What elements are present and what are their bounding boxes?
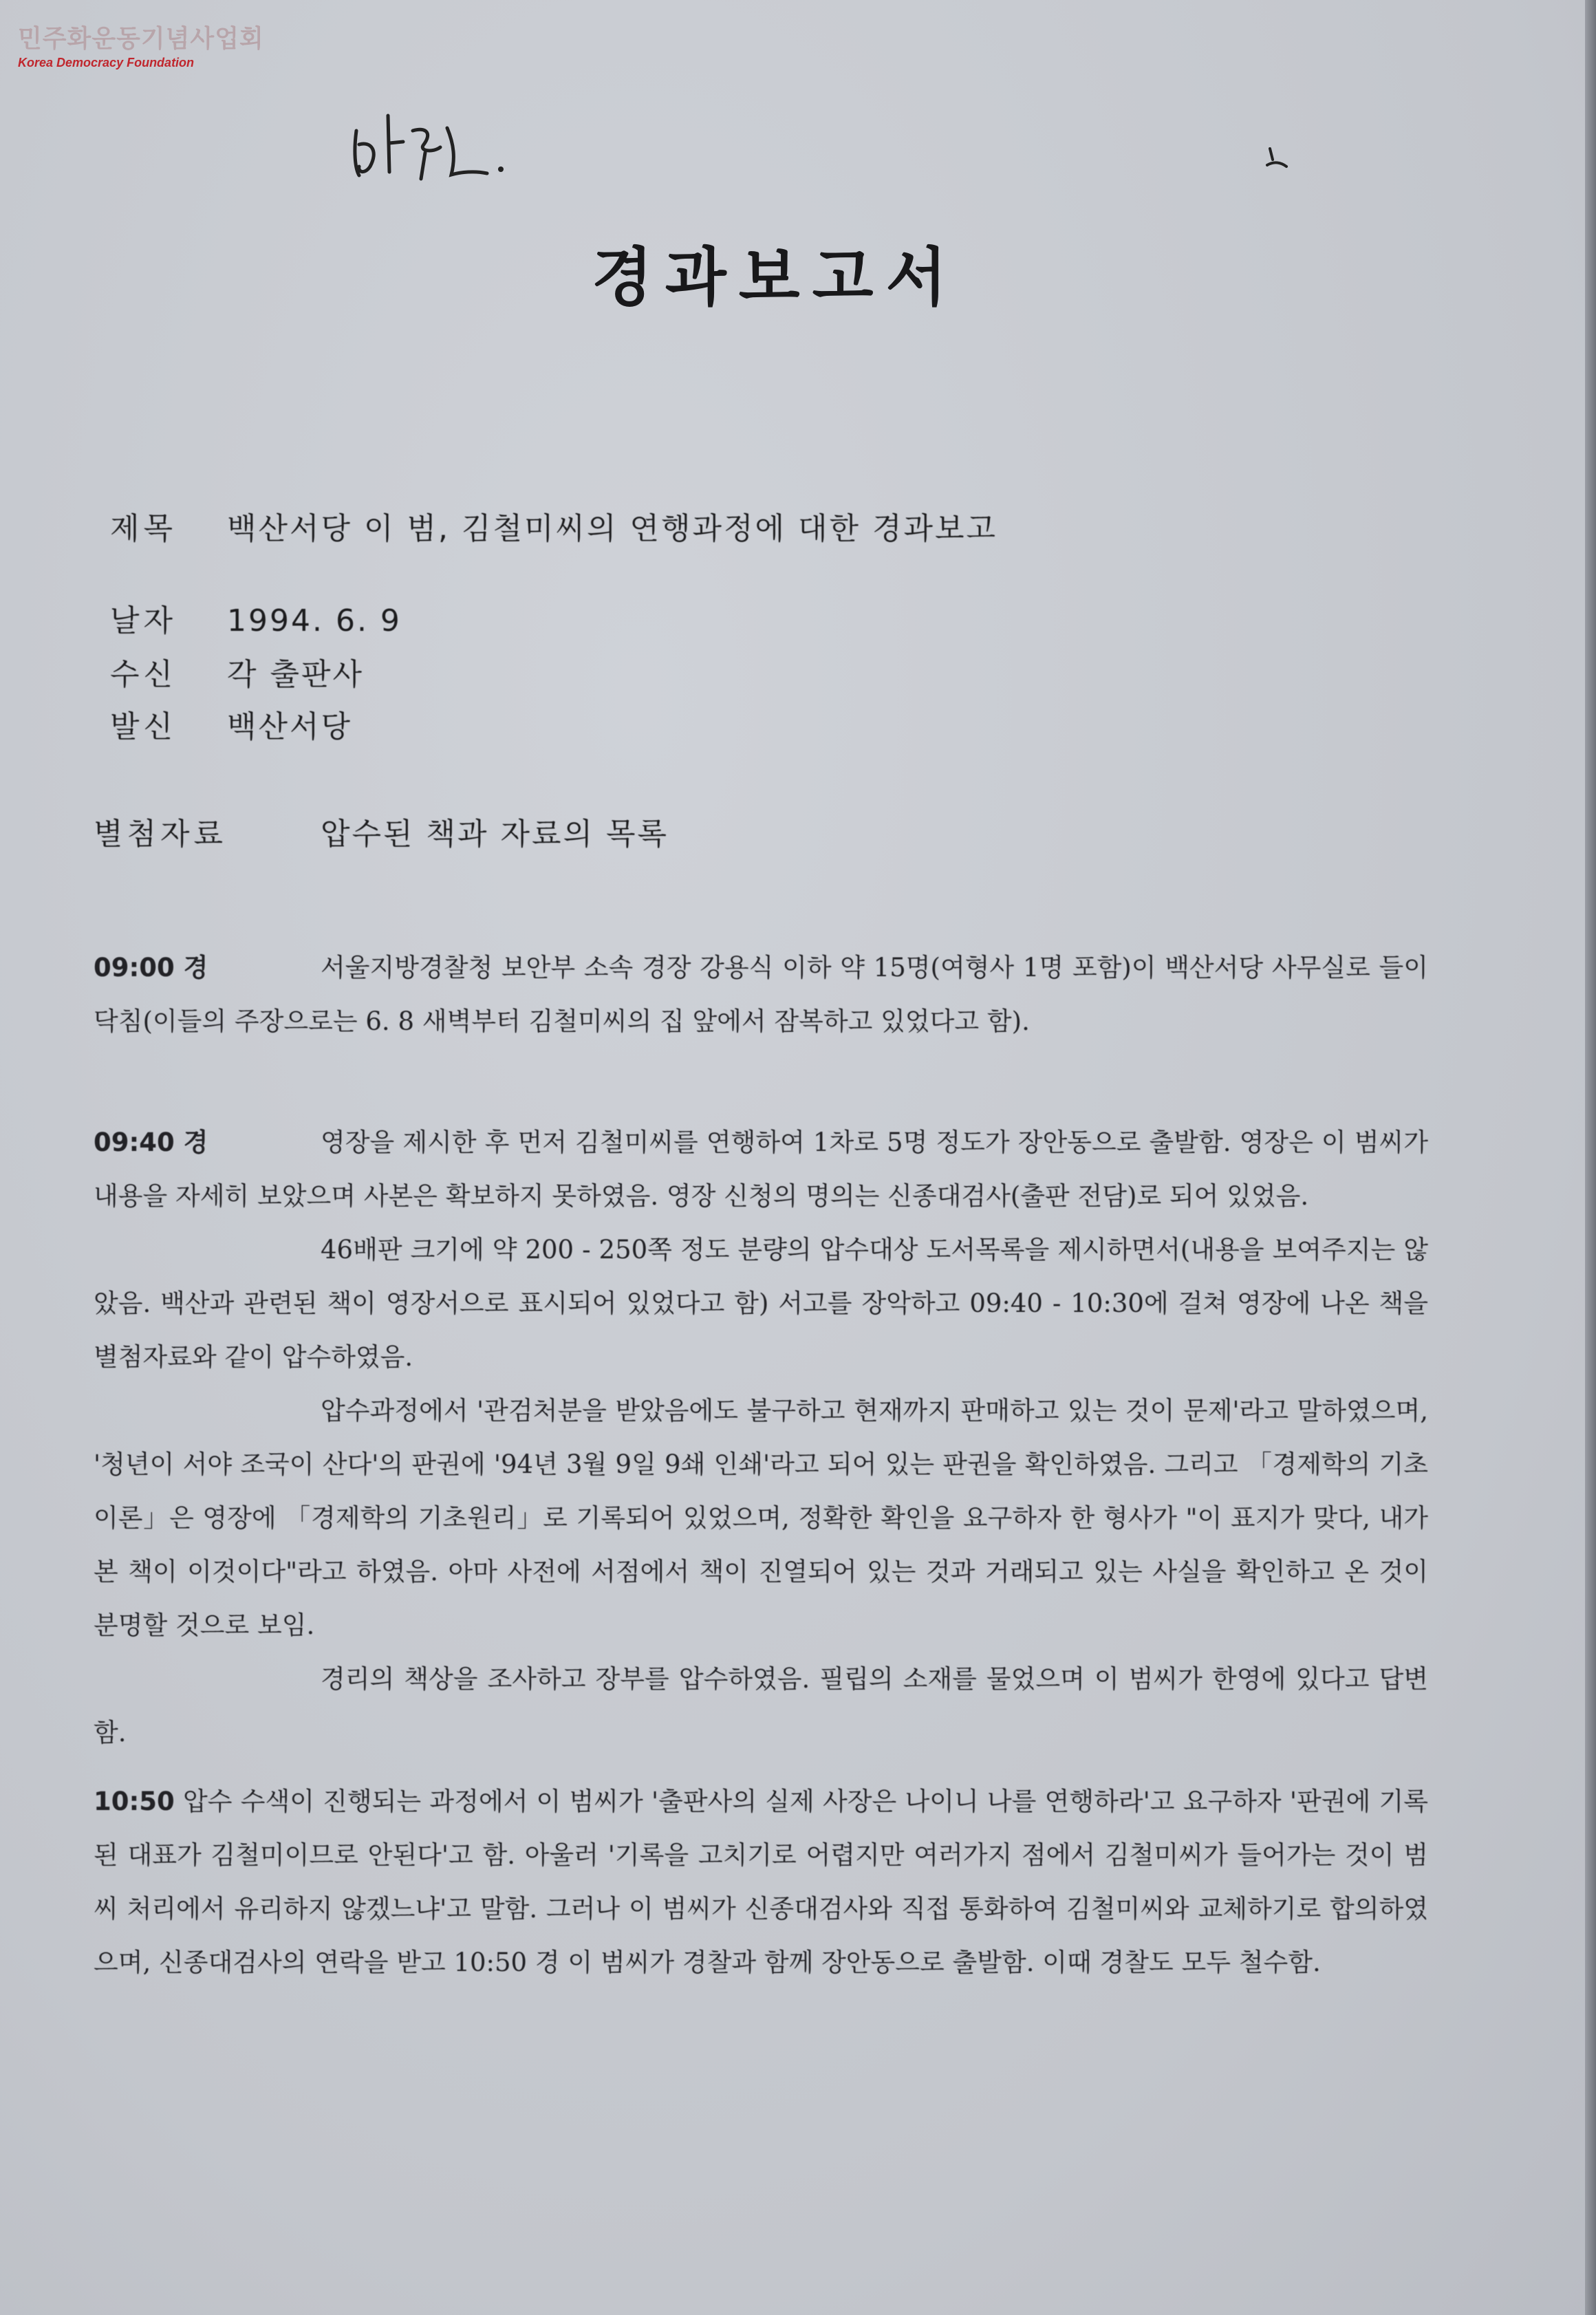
document-title: 경과보고서	[592, 240, 960, 314]
meta-recipient	[110, 649, 364, 693]
entry-paragraph: 압수과정에서 '관검처분을 받았음에도 불구하고 현재까지 판매하고 있는 것이 문제'라고 말하였으며, '청년이 서야 조국이 산다'의 판권에 '94년 3월 9일 9쇄 인쇄'라고 되어 있는 판권을 확인하였음. 그리고 「경제학의 기초이론」은 영장에 「경제학의 기초원리」로 기록되어 있었으며, 정확한 확인을 요구하자 한 형사가 "이 표지가 맞다, 내가 본 책이 이것이다"라고 하였음. 아마 사전에 서점에서 책이 진열되어 있는 것과 거래되고 있는 사실을 확인하고 온 것이 분명할 것으로 보임.	[94, 1396, 1428, 1640]
meta-subject	[110, 504, 998, 548]
entry-time: 09:40 경	[94, 1128, 208, 1157]
entry-text: 압수 수색이 진행되는 과정에서 이 범씨가 '출판사의 실제 사장은 나이니 나를 연행하라'고 요구하자 '판권에 기록된 대표가 김철미이므로 안된다'고 함. 아울러 '기록을 고치기로 어렵지만 여러가지 점에서 김철미씨가 들어가는 것이 범씨 처리에서 유리하지 않겠느냐'고 말함. 그러나 이 범씨가 신종대검사와 직접 통화하여 김철미씨와 교체하기로 합의하였으며, 신종대검사의 연락을 받고 10:50 경 이 범씨가 경찰과 함께 장안동으로 출발함. 이때 경찰도 모두 철수함.	[94, 1787, 1428, 1977]
watermark-english: Korea Democracy Foundation	[18, 56, 195, 69]
handwritten-page-mark	[1263, 144, 1291, 172]
entry-0900	[94, 941, 1428, 1048]
meta-value: 각 출판사	[227, 657, 365, 692]
meta-label: 수신	[110, 657, 177, 692]
attachment-value: 압수된 책과 자료의 목록	[321, 817, 669, 852]
meta-sender	[110, 702, 352, 746]
meta-label: 제목	[110, 511, 177, 546]
entry-time: 10:50	[94, 1787, 175, 1816]
entry-text: 서울지방경찰청 보안부 소속 경장 강용식 이하 약 15명(여형사 1명 포함)이 백산서당 사무실로 들이닥침(이들의 주장으로는 6. 8 새벽부터 김철미씨의 집 앞에서 잠복하고 있었다고 함).	[94, 953, 1428, 1036]
handwritten-annotation	[344, 103, 523, 193]
entry-1050	[94, 1775, 1428, 1990]
entry-paragraph: 46배판 크기에 약 200 - 250쪽 정도 분량의 압수대상 도서목록을 제시하면서(내용을 보여주지는 않았음. 백산과 관련된 책이 영장서으로 표시되어 있었다고 함) 서고를 장악하고 09:40 - 10:30에 걸쳐 영장에 나온 책을 별첨자료와 같이 압수하였음.	[94, 1235, 1428, 1372]
page-edge	[1585, 0, 1596, 2315]
meta-value: 백산서당 이 범, 김철미씨의 연행과정에 대한 경과보고	[227, 511, 998, 546]
entry-paragraph: 영장을 제시한 후 먼저 김철미씨를 연행하여 1차로 5명 정도가 장안동으로 출발함. 영장은 이 범씨가 내용을 자세히 보았으며 사본은 확보하지 못하였음. 영장 신청의 명의는 신종대검사(출판 전담)로 되어 있었음.	[94, 1128, 1428, 1211]
entry-paragraph: 경리의 책상을 조사하고 장부를 압수하였음. 필립의 소재를 물었으며 이 범씨가 한영에 있다고 답변함.	[94, 1664, 1428, 1747]
entry-time: 09:00 경	[94, 953, 208, 982]
watermark	[18, 19, 264, 70]
meta-value: 1994. 6. 9	[227, 603, 402, 638]
meta-attachment	[94, 809, 669, 853]
meta-label: 발신	[110, 709, 177, 744]
attachment-label: 별첨자료	[94, 817, 228, 852]
entry-0940	[94, 1116, 1428, 1760]
meta-date	[110, 596, 402, 640]
watermark-korean: 민주화운동기념사업회	[18, 25, 264, 53]
meta-value: 백산서당	[227, 709, 353, 744]
meta-label: 날자	[110, 603, 177, 638]
